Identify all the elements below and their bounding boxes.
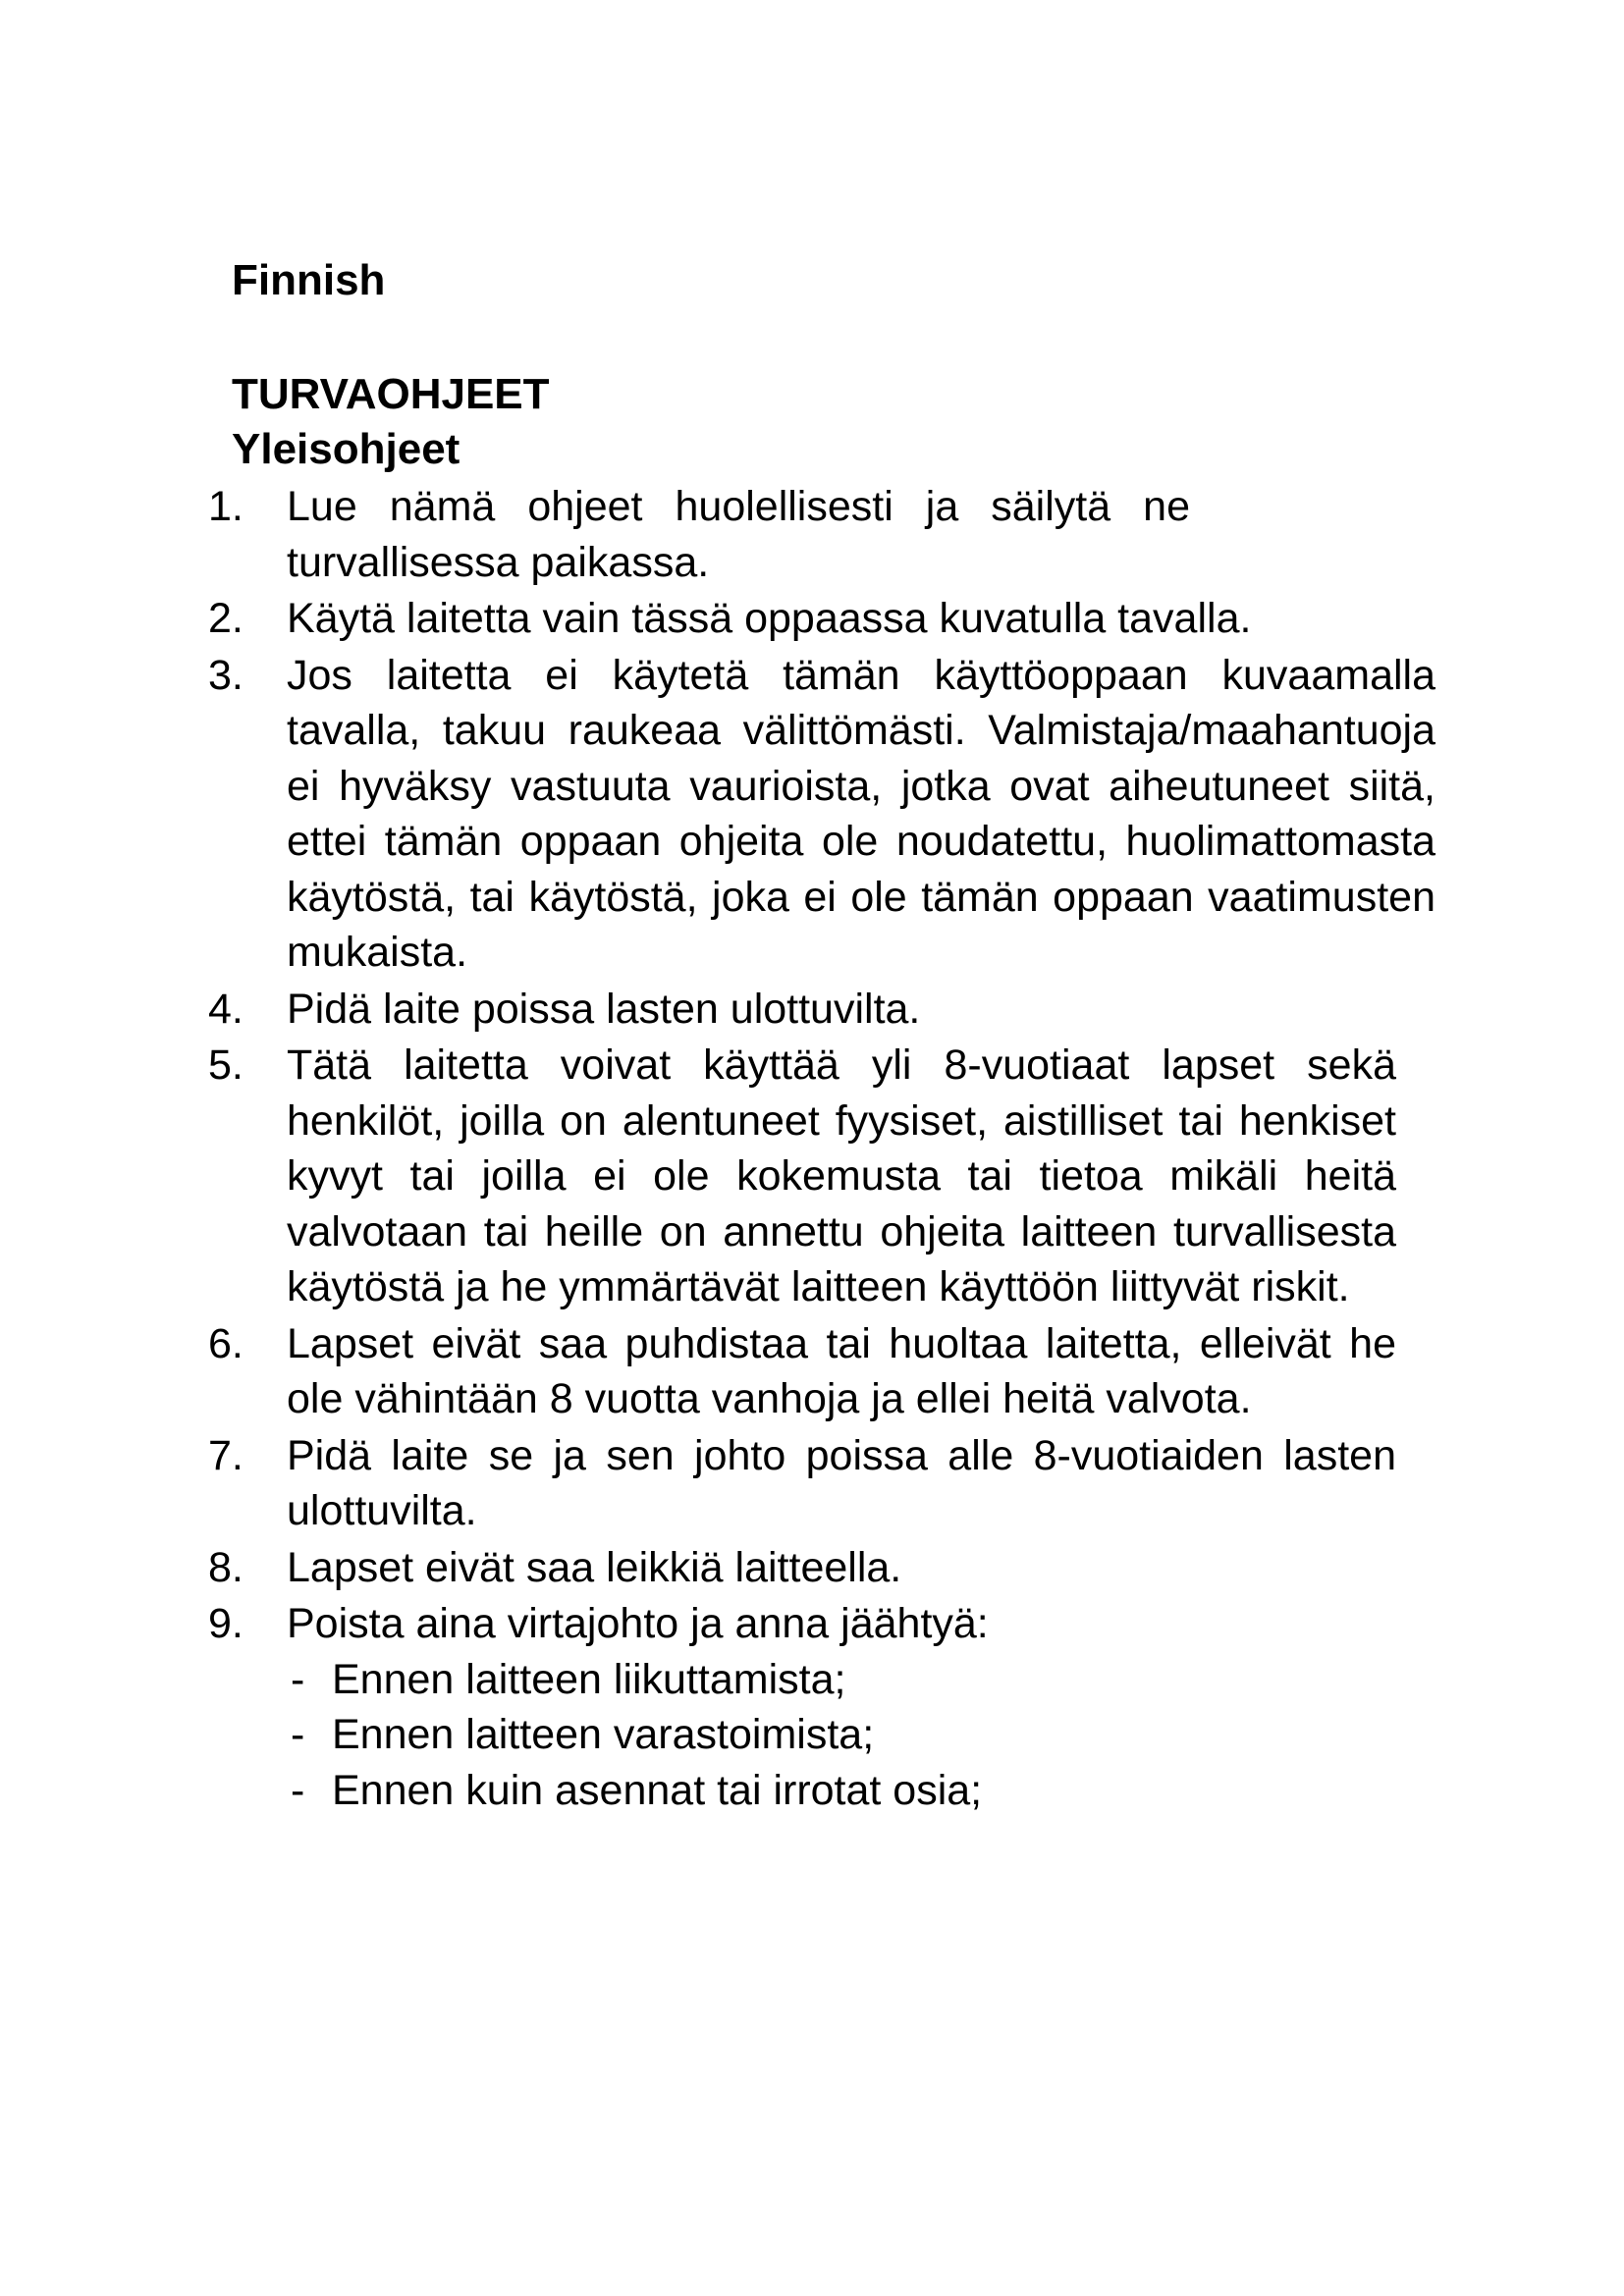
- list-item-5: [208, 1038, 1435, 1315]
- list-item-number: 6.: [208, 1319, 244, 1367]
- list-item-number: 8.: [208, 1543, 244, 1591]
- list-item-4: [208, 982, 1435, 1038]
- list-item-number: 5.: [208, 1041, 244, 1089]
- section-subtitle: Yleisohjeet: [232, 425, 460, 473]
- list-item-number: 9.: [208, 1600, 244, 1647]
- sub-list-text: Ennen kuin asennat tai irrotat osia;: [332, 1766, 983, 1814]
- list-item-number: 2.: [208, 595, 244, 642]
- safety-instructions-list: [208, 479, 1435, 1819]
- list-item-number: 1.: [208, 483, 244, 530]
- sub-list-item: [287, 1763, 1435, 1819]
- sub-list-bullet: -: [291, 1711, 305, 1758]
- list-item-2: [208, 591, 1435, 647]
- sub-list: [287, 1652, 1435, 1819]
- list-item-text: Pidä laite poissa lasten ulottuvilta.: [287, 985, 921, 1033]
- list-item-text: Lue nämä ohjeet huolellisesti ja säilytä ne turvallisessa paikassa.: [287, 483, 1190, 586]
- list-item-8: [208, 1540, 1435, 1596]
- sub-list-text: Ennen laitteen varastoimista;: [332, 1711, 875, 1758]
- list-item-7: [208, 1428, 1435, 1539]
- list-item-6: [208, 1316, 1435, 1427]
- sub-list-bullet: -: [291, 1655, 305, 1703]
- list-item-number: 3.: [208, 651, 244, 699]
- list-item-text: Tätä laitetta voivat käyttää yli 8-vuotiaat lapset sekä henkilöt, joilla on alentuneet fyysiset, aistilliset tai henkiset kyvyt tai joilla ei ole kokemusta tai tietoa mikäli heitä valvotaan tai heille on annettu ohjeita laitteen turvallisesta käytöstä ja he ymmärtävät laitteen käyttöön liittyvät riskit.: [287, 1041, 1396, 1310]
- list-item-1: [208, 479, 1435, 590]
- list-item-number: 4.: [208, 985, 244, 1033]
- list-item-text: Käytä laitetta vain tässä oppaassa kuvatulla tavalla.: [287, 595, 1252, 642]
- section-title: TURVAOHJEET: [232, 370, 550, 418]
- list-item-text: Pidä laite se ja sen johto poissa alle 8-vuotiaiden lasten ulottuvilta.: [287, 1431, 1396, 1534]
- list-item-number: 7.: [208, 1431, 244, 1479]
- sub-list-bullet: -: [291, 1766, 305, 1814]
- sub-list-text: Ennen laitteen liikuttamista;: [332, 1655, 846, 1703]
- list-item-text: Poista aina virtajohto ja anna jäähtyä:: [287, 1600, 989, 1647]
- list-item-text: Jos laitetta ei käytetä tämän käyttöoppaan kuvaamalla tavalla, takuu raukeaa välittömästi. Valmistaja/maahantuoja ei hyväksy vastuuta vaurioista, jotka ovat aiheutuneet siitä, ettei tämän oppaan ohjeita ole noudatettu, huolimattomasta käytöstä, tai käytöstä, joka ei ole tämän oppaan vaatimusten mukaista.: [287, 651, 1435, 976]
- list-item-9: [208, 1596, 1435, 1818]
- sub-list-item: [287, 1652, 1435, 1708]
- list-item-text: Lapset eivät saa puhdistaa tai huoltaa laitetta, elleivät he ole vähintään 8 vuotta vanhoja ja ellei heitä valvota.: [287, 1319, 1396, 1422]
- sub-list-item: [287, 1707, 1435, 1763]
- list-item-text: Lapset eivät saa leikkiä laitteella.: [287, 1543, 902, 1591]
- language-label: Finnish: [232, 256, 386, 304]
- list-item-3: [208, 648, 1435, 981]
